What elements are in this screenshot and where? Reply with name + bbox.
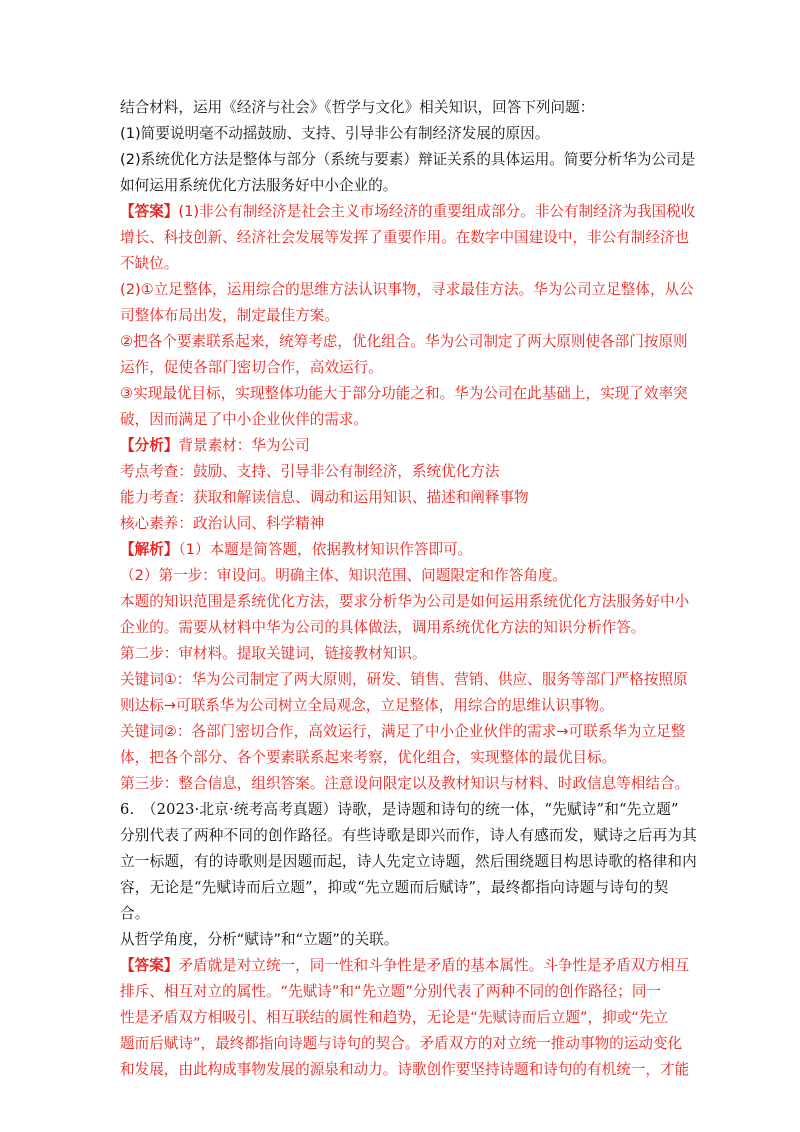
- explain-tag: 【解析】: [120, 541, 179, 558]
- answer-5-line5: 司整体布局出发，制定最佳方案。: [120, 307, 339, 324]
- answer-6-line3: 性是矛盾双方相吸引、相互联结的属性和趋势，无论是“先赋诗而后立题”，抑或“先立: [120, 1009, 669, 1026]
- explain-5-line9: 体，把各个部分、各个要素联系起来考察，优化组合，实现整体的最优目标。: [120, 749, 617, 766]
- analysis-background-text: 背景素材：华为公司: [178, 437, 310, 454]
- question-6-line5: 合。: [120, 905, 150, 922]
- question-6-prompt: 从哲学角度，分析“赋诗”和“立题”的关联。: [120, 931, 399, 948]
- explain-5-line10: 第三步：整合信息，组织答案。注意设问限定以及教材知识与材料、时政信息等相结合。: [120, 775, 690, 792]
- analysis-5-kaodian: 考点考查：鼓励、支持、引导非公有制经济，系统优化方法: [120, 463, 500, 480]
- answer-5-line4: (2)①立足整体，运用综合的思维方法认识事物，寻求最佳方法。华为公司立足整体，从公: [120, 281, 694, 298]
- explain-5-line2: （2）第一步：审设问。明确主体、知识范围、问题限定和作答角度。: [120, 567, 568, 584]
- explain-5-line6: 关键词①：华为公司制定了两大原则，研发、销售、营销、供应、服务等部门严格按照原: [120, 671, 688, 688]
- question-6-line3: 立一标题，有的诗歌则是因题而起，诗人先定立诗题，然后围绕题目构思诗歌的格律和内: [120, 853, 697, 870]
- answer-6-line4: 题而后赋诗”，最终都指向诗题与诗句的契合。矛盾双方的对立统一推动事物的运动变化: [120, 1035, 683, 1052]
- explain-5-line3: 本题的知识范围是系统优化方法，要求分析华为公司是如何运用系统优化方法服务好中小: [120, 593, 690, 610]
- answer-6-line1: [120, 953, 690, 979]
- question-5-stem: 结合材料，运用《经济与社会》《哲学与文化》相关知识，回答下列问题：: [120, 99, 595, 116]
- question-6-line4: 容，无论是“先赋诗而后立题”，抑或“先立题而后赋诗”，最终都指向诗题与诗句的契: [120, 879, 669, 896]
- answer-5-line9: 破，因而满足了中小企业伙伴的需求。: [120, 411, 369, 428]
- explain-5-line4: 企业的。需要从材料中华为公司的具体做法，调用系统优化方法的知识分析作答。: [120, 619, 646, 636]
- question-5-sub2-line2: 如何运用系统优化方法服务好中小企业的。: [120, 177, 398, 194]
- answer-6-tag: 【答案】: [120, 957, 179, 974]
- analysis-5-suyang: 核心素养：政治认同、科学精神: [120, 515, 325, 532]
- answer-5-line8: ③实现最优目标，实现整体功能大于部分功能之和。华为公司在此基础上，实现了效率突: [120, 385, 688, 402]
- answer-6-line2: 排斥、相互对立的属性。“先赋诗”和“先立题”分别代表了两种不同的创作路径；同一: [120, 983, 662, 1000]
- question-6-line1: 6. （2023·北京·统考高考真题）诗歌，是诗题和诗句的统一体，“先赋诗”和“先立题”: [120, 801, 679, 818]
- explain-5-line1: [120, 537, 685, 563]
- analysis-5-nengli: 能力考查：获取和解读信息、调动和运用知识、描述和阐释事物: [120, 489, 529, 506]
- analysis-tag: 【分析】: [120, 437, 179, 454]
- answer-6-line5: 和发展，由此构成事物发展的源泉和动力。诗歌创作要坚持诗题和诗句的有机统一，才能: [120, 1061, 690, 1078]
- question-6-line2: 分别代表了两种不同的创作路径。有些诗歌是即兴而作，诗人有感而发，赋诗之后再为其: [120, 827, 697, 844]
- page-content: [120, 95, 697, 1083]
- explain-5-line5: 第二步：审材料。提取关键词，链接教材知识。: [120, 645, 427, 662]
- explain-5-line7: 则达标→可联系华为公司树立全局观念，立足整体，用综合的思维认识事物。: [120, 697, 614, 714]
- answer-5-line1: [120, 199, 696, 225]
- answer-5-line3: 不缺位。: [120, 255, 179, 272]
- answer-text: (1)非公有制经济是社会主义市场经济的重要组成部分。非公有制经济为我国税收: [178, 203, 696, 220]
- explain-text: （1）本题是简答题，依据教材知识作答即可。: [178, 541, 473, 558]
- analysis-5-background: [120, 433, 685, 459]
- answer-tag: 【答案】: [120, 203, 179, 220]
- answer-5-line2: 增长、科技创新、经济社会发展等发挥了重要作用。在数字中国建设中，非公有制经济也: [120, 229, 690, 246]
- explain-5-line8: 关键词②：各部门密切合作，高效运行，满足了中小企业伙伴的需求→可联系华为立足整: [120, 723, 686, 740]
- answer-5-line6: ②把各个要素联系起来，统筹考虑，优化组合。华为公司制定了两大原则使各部门按原则: [120, 333, 688, 350]
- question-5-sub1: (1)简要说明毫不动摇鼓励、支持、引导非公有制经济发展的原因。: [120, 125, 550, 142]
- answer-6-text: 矛盾就是对立统一，同一性和斗争性是矛盾的基本属性。斗争性是矛盾双方相互: [178, 957, 690, 974]
- answer-5-line7: 运作，促使各部门密切合作，高效运行。: [120, 359, 383, 376]
- question-5-sub2-line1: (2)系统优化方法是整体与部分（系统与要素）辩证关系的具体运用。简要分析华为公司是: [120, 151, 696, 168]
